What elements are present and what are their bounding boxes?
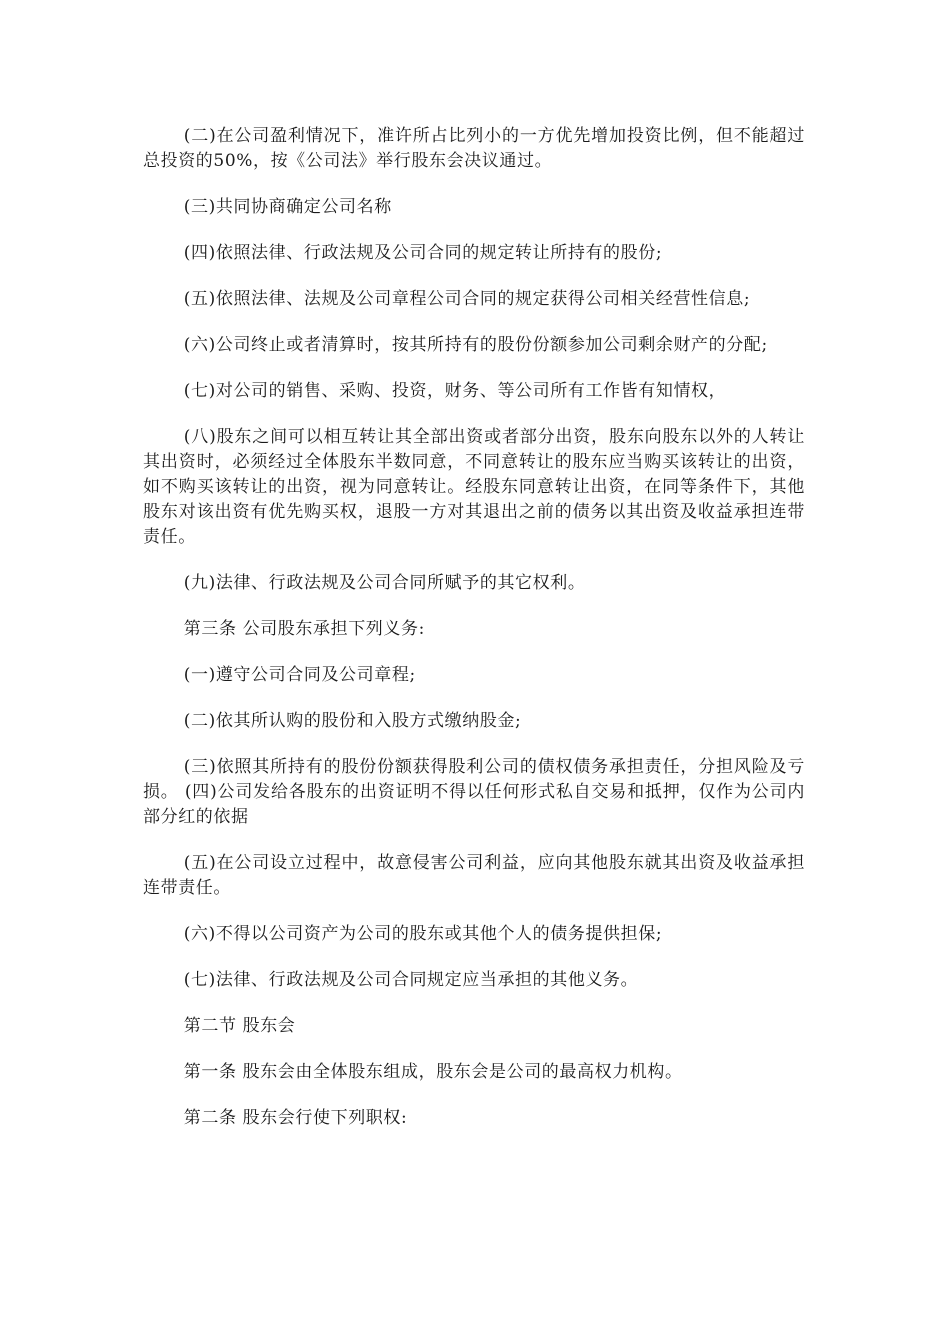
paragraph-duty-7: (七)法律、行政法规及公司合同规定应当承担的其他义务。 bbox=[183, 970, 639, 990]
paragraph-clause-7: (七)对公司的销售、采购、投资，财务、等公司所有工作皆有知情权， bbox=[183, 381, 727, 401]
paragraph-clause-5: (五)依照法律、法规及公司章程公司合同的规定获得公司相关经营性信息; bbox=[183, 289, 751, 309]
paragraph-duty-6: (六)不得以公司资产为公司的股东或其他个人的债务提供担保; bbox=[183, 924, 663, 944]
article-1-paragraph: 第一条 股东会由全体股东组成，股东会是公司的最高权力机构。 bbox=[183, 1062, 683, 1082]
paragraph-clause-2: (二)在公司盈利情况下，准许所占比列小的一方优先增加投资比例，但不能超过总投资的50%，按《公司法》举行股东会决议通过。 bbox=[143, 126, 805, 171]
paragraph-duty-3-4: (三)依照其所持有的股份份额获得股利公司的债权债务承担责任，分担风险及亏损。 (四)公司发给各股东的出资证明不得以任何形式私自交易和抵押，仅作为公司内部分红的依据 bbox=[143, 757, 805, 827]
paragraph-duty-5: (五)在公司设立过程中，故意侵害公司利益，应向其他股东就其出资及收益承担连带责任。 bbox=[143, 853, 805, 898]
section-2-heading: 第二节 股东会 bbox=[183, 1016, 296, 1036]
paragraph-clause-9: (九)法律、行政法规及公司合同所赋予的其它权利。 bbox=[183, 573, 586, 593]
article-3-heading: 第三条 公司股东承担下列义务: bbox=[183, 619, 425, 639]
document-body bbox=[143, 124, 805, 1152]
paragraph-clause-8: (八)股东之间可以相互转让其全部出资或者部分出资，股东向股东以外的人转让其出资时，必须经过全体股东半数同意，不同意转让的股东应当购买该转让的出资，如不购买该转让的出资，视为同意转让。经股东同意转让出资，在同等条件下，其他股东对该出资有优先购买权，退股一方对其退出之前的债务以其出资及收益承担连带责任。 bbox=[143, 427, 805, 547]
paragraph-clause-3: (三)共同协商确定公司名称 bbox=[183, 197, 392, 217]
paragraph-duty-1: (一)遵守公司合同及公司章程; bbox=[183, 665, 416, 685]
paragraph-duty-2: (二)依其所认购的股份和入股方式缴纳股金; bbox=[183, 711, 522, 731]
article-2-paragraph: 第二条 股东会行使下列职权: bbox=[183, 1108, 408, 1128]
paragraph-clause-4: (四)依照法律、行政法规及公司合同的规定转让所持有的股份; bbox=[183, 243, 663, 263]
paragraph-clause-6: (六)公司终止或者清算时，按其所持有的股份份额参加公司剩余财产的分配; bbox=[183, 335, 768, 355]
